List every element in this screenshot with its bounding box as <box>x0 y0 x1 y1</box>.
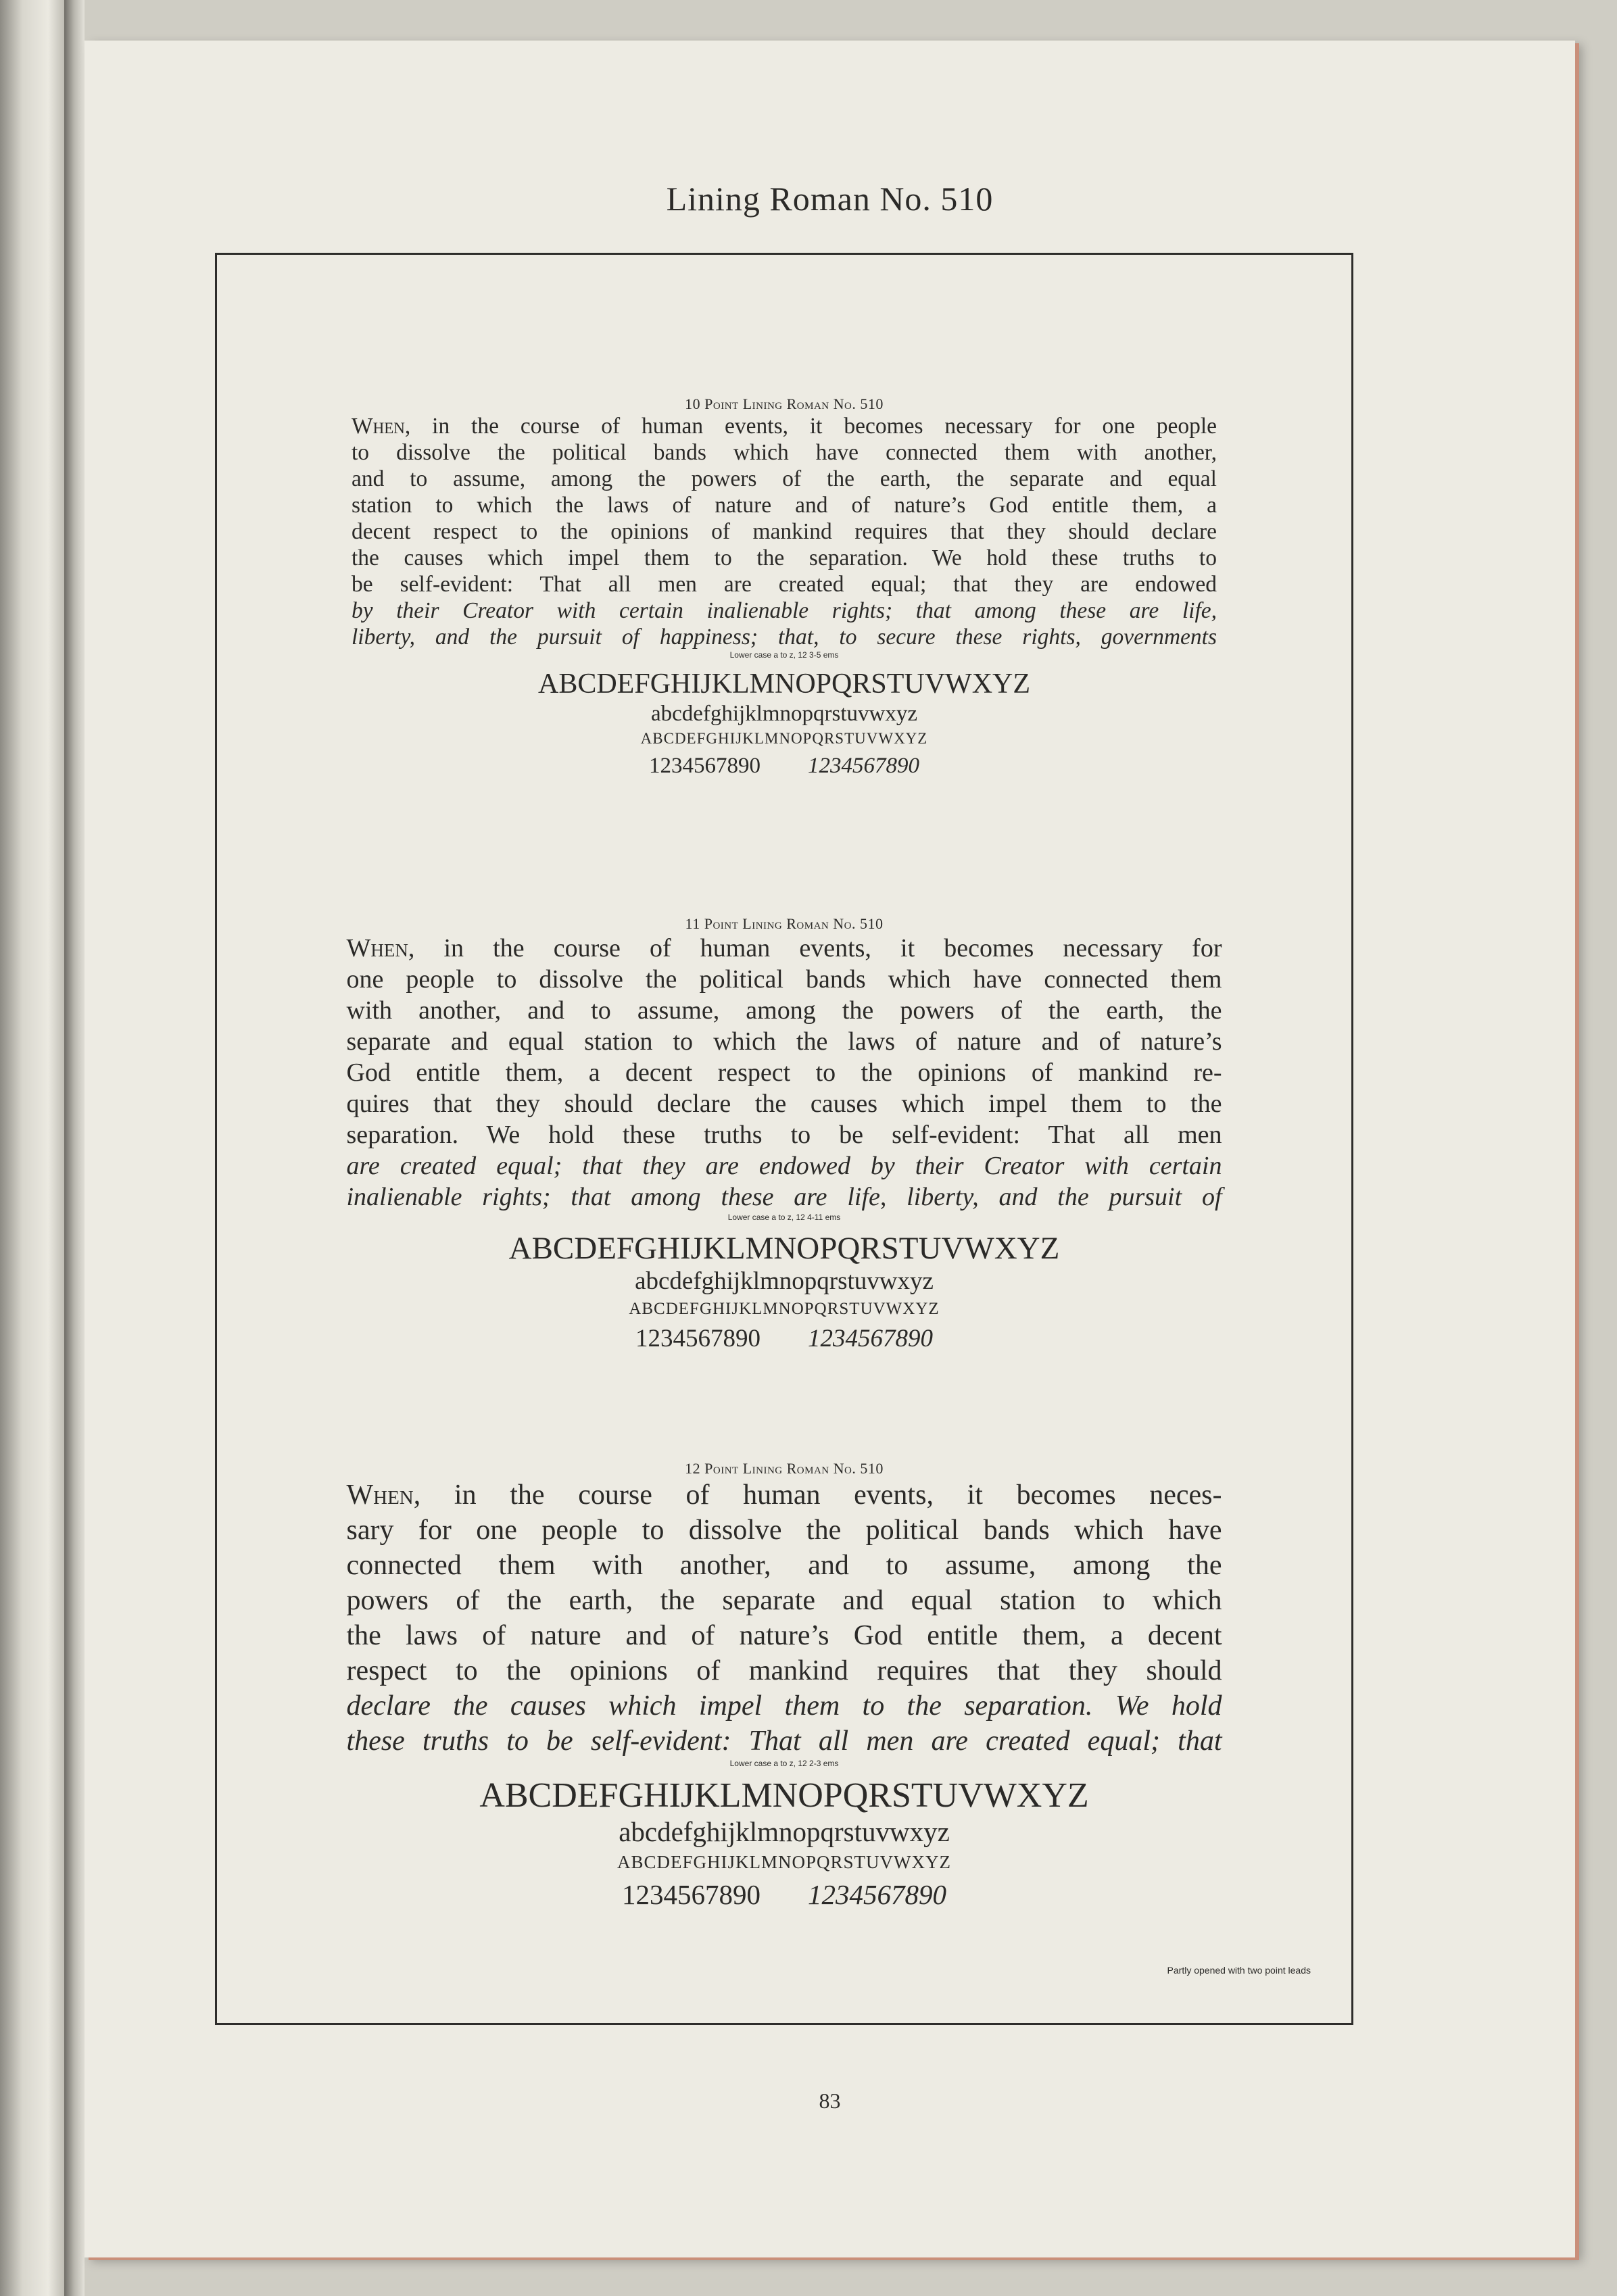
page-number: 83 <box>819 2089 841 2113</box>
text-line: and to assume, among the powers of the earth, the separate and equal <box>352 466 1217 491</box>
specimen-title <box>217 1460 1351 1477</box>
text-line: connected them with another, and to assume, among the <box>346 1550 1222 1581</box>
text-line: quires that they should declare the causes which impel them to the <box>346 1090 1222 1118</box>
text-line: to dissolve the political bands which have connected them with another, <box>352 440 1217 465</box>
specimen-paragraph <box>347 933 1222 1213</box>
text-line: respect to the opinions of mankind requires that they should <box>346 1655 1222 1686</box>
small-caps-alphabet: ABCDEFGHIJKLMNOPQRSTUVWXYZ <box>629 1300 940 1318</box>
specimen-12-point <box>217 1460 1351 1913</box>
uppercase-alphabet: ABCDEFGHIJKLMNOPQRSTUVWXYZ <box>508 1231 1060 1266</box>
italic-line: inalienable rights; that among these are life, liberty, and the pursuit of <box>346 1183 1222 1211</box>
italic-figures: 1234567890 <box>808 754 919 778</box>
text-line: with another, and to assume, among the powers of the earth, the <box>346 996 1222 1025</box>
title-size: 11 <box>685 915 700 932</box>
footer-note: Partly opened with two point leads <box>1167 1965 1311 1976</box>
text-line: decent respect to the opinions of mankind requires that they should declare <box>352 519 1217 544</box>
italic-line: these truths to be self-evident: That all men are created equal; that <box>346 1726 1222 1757</box>
text-line: the causes which impel them to the separation. We hold these truths to <box>352 545 1217 570</box>
text-line: separation. We hold these truths to be self-evident: That all men <box>346 1121 1222 1149</box>
title-words: Point Lining Roman No. 510 <box>704 1460 884 1477</box>
specimen-frame <box>215 253 1353 2025</box>
title-words: Point Lining Roman No. 510 <box>704 395 884 412</box>
title-size: 12 <box>685 1460 701 1477</box>
lead-word: When <box>352 414 405 439</box>
roman-figures: 1234567890 <box>649 754 761 778</box>
roman-figures: 1234567890 <box>635 1325 761 1352</box>
text-line: powers of the earth, the separate and equal station to which <box>346 1585 1222 1616</box>
figures <box>217 750 1351 781</box>
lead-word: When <box>346 1480 414 1511</box>
specimen-paragraph <box>347 1477 1222 1759</box>
book-gutter <box>64 0 85 2296</box>
text-line: sary for one people to dissolve the political bands which have <box>346 1515 1222 1546</box>
text-line: God entitle them, a decent respect to the opinions of mankind re- <box>346 1058 1222 1087</box>
text-line: be self-evident: That all men are created equal; that they are endowed <box>352 572 1217 597</box>
text-line: When, in the course of human events, it becomes neces- <box>346 1480 1222 1511</box>
lower-case-note: Lower case a to z, 12 4-11 ems <box>727 1213 841 1222</box>
small-caps-alphabet: ABCDEFGHIJKLMNOPQRSTUVWXYZ <box>640 730 928 747</box>
uppercase-alphabet: ABCDEFGHIJKLMNOPQRSTUVWXYZ <box>537 668 1031 700</box>
text-line: When, in the course of human events, it becomes necessary for one people <box>352 414 1217 439</box>
lower-case-note: Lower case a to z, 12 2-3 ems <box>729 1759 839 1768</box>
lowercase-alphabet: abcdefghijklmnopqrstuvwxyz <box>650 702 918 726</box>
title-words: Point Lining Roman No. 510 <box>704 915 884 932</box>
roman-figures: 1234567890 <box>622 1879 761 1910</box>
lower-case-note: Lower case a to z, 12 3-5 ems <box>729 650 839 660</box>
book-page <box>85 41 1575 2257</box>
specimen-11-point <box>217 915 1351 1356</box>
italic-line: declare the causes which impel them to the separation. We hold <box>346 1690 1222 1721</box>
figures <box>217 1876 1351 1913</box>
specimen-10-point <box>217 395 1351 781</box>
specimen-title <box>217 395 1351 413</box>
text-line: one people to dissolve the political bands which have connected them <box>346 965 1222 994</box>
facing-page-edge <box>0 0 64 2296</box>
lead-word: When <box>346 934 408 962</box>
uppercase-alphabet: ABCDEFGHIJKLMNOPQRSTUVWXYZ <box>479 1776 1089 1815</box>
italic-line: liberty, and the pursuit of happiness; that, to secure these rights, governments <box>352 625 1217 650</box>
lowercase-alphabet: abcdefghijklmnopqrstuvwxyz <box>619 1816 950 1847</box>
title-size: 10 <box>685 395 701 412</box>
text-line: separate and equal station to which the laws of nature and of nature’s <box>346 1027 1222 1056</box>
text-line: station to which the laws of nature and of nature’s God entitle them, a <box>352 493 1217 518</box>
italic-figures: 1234567890 <box>808 1325 933 1352</box>
running-head: Lining Roman No. 510 <box>666 180 994 218</box>
italic-line: by their Creator with certain inalienable rights; that among these are life, <box>352 598 1217 623</box>
specimen-paragraph <box>352 413 1217 650</box>
specimen-title <box>217 915 1351 933</box>
text-line: the laws of nature and of nature’s God entitle them, a decent <box>346 1620 1222 1651</box>
italic-figures: 1234567890 <box>808 1879 946 1910</box>
small-caps-alphabet: ABCDEFGHIJKLMNOPQRSTUVWXYZ <box>617 1852 952 1872</box>
italic-line: are created equal; that they are endowed by their Creator with certain <box>346 1152 1222 1180</box>
lowercase-alphabet: abcdefghijklmnopqrstuvwxyz <box>635 1267 934 1295</box>
figures <box>217 1322 1351 1356</box>
text-line: When, in the course of human events, it becomes necessary for <box>346 934 1222 962</box>
